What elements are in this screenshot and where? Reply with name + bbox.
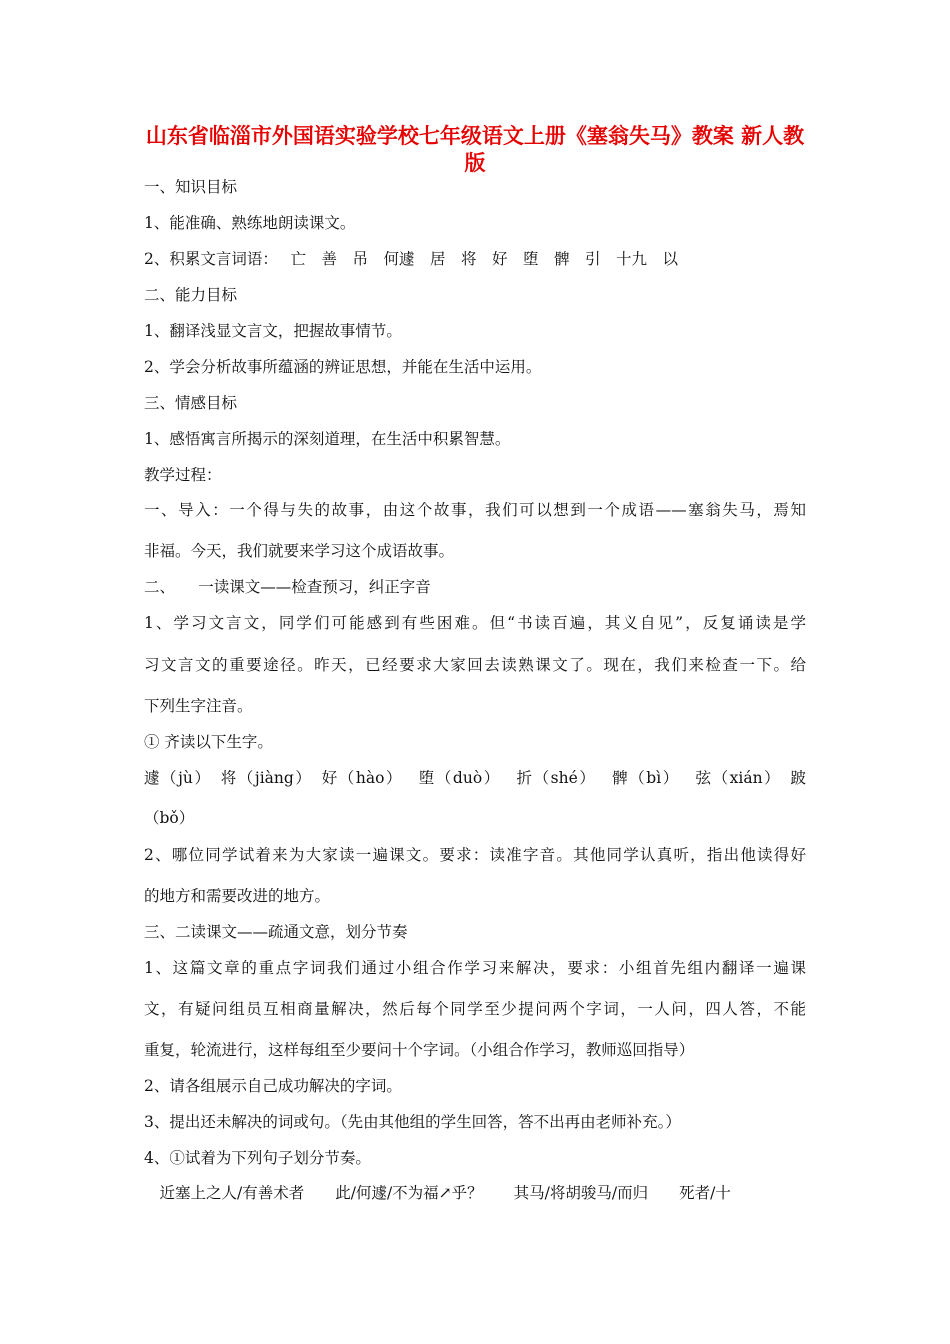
text-line: 教学过程： (144, 466, 222, 484)
text-line: 2、请各组展示自己成功解决的字词。 (144, 1077, 402, 1095)
text-line: 重复，轮流进行，这样每组至少要问十个字词。（小组合作学习，教师巡回指导） (144, 1041, 695, 1059)
text-line: 的地方和需要改进的地方。 (144, 887, 331, 905)
text-line: 一、导入：一个得与失的故事，由这个故事，我们可以想到一个成语——塞翁失马，焉知 (144, 501, 806, 519)
text-line: 2、积累文言词语： 亡 善 吊 何遽 居 将 好 堕 髀 引 十九 以 (144, 250, 679, 268)
text-line: （bǒ） (144, 809, 195, 827)
text-line: 下列生字注音。 (144, 697, 253, 715)
text-line: 文，有疑问组员互相商量解决，然后每个同学至少提问两个字词，一人问，四人答，不能 (144, 1000, 806, 1018)
text-line: 二、能力目标 (144, 286, 238, 304)
text-line: 1、学习文言文，同学们可能感到有些困难。但“书读百遍，其义自见”，反复诵读是学 (144, 614, 806, 632)
text-line: 1、感悟寓言所揭示的深刻道理，在生活中积累智慧。 (144, 430, 511, 448)
text-line: 1、这篇文章的重点字词我们通过小组合作学习来解决，要求：小组首先组内翻译一遍课 (144, 959, 806, 977)
text-line: 1、能准确、熟练地朗读课文。 (144, 214, 356, 232)
text-line: 遽（jù） 将（jiàng） 好（hào） 堕（duò） 折（shé） 髀（bì） 弦（xián） 跛 (144, 769, 806, 787)
text-line: 1、翻译浅显文言文，把握故事情节。 (144, 322, 402, 340)
text-line: 二、 一读课文——检查预习，纠正字音 (144, 578, 431, 596)
text-line: 2、学会分析故事所蕴涵的辨证思想，并能在生活中运用。 (144, 358, 542, 376)
text-line: 一、知识目标 (144, 178, 238, 196)
text-line: 习文言文的重要途径。昨天，已经要求大家回去读熟课文了。现在，我们来检查一下。给 (144, 656, 806, 674)
text-line: 3、提出还未解决的词或句。（先由其他组的学生回答，答不出再由老师补充。） (144, 1113, 681, 1131)
document-title: 山东省临淄市外国语实验学校七年级语文上册《塞翁失马》教案 新人教版 (145, 124, 805, 175)
text-line: 近塞上之人/有善术者 此/何遽/不为福↗乎？ 其马/将胡骏马/而归 死者/十 (144, 1184, 731, 1202)
text-line: 非福。今天，我们就要来学习这个成语故事。 (144, 542, 455, 560)
text-line: 4、①试着为下列句子划分节奏。 (144, 1149, 371, 1167)
text-line: 三、二读课文——疏通文意，划分节奏 (144, 923, 408, 941)
text-line: 2、哪位同学试着来为大家读一遍课文。要求：读准字音。其他同学认真听，指出他读得好 (144, 846, 806, 864)
text-line: 三、情感目标 (144, 394, 238, 412)
text-line: ① 齐读以下生字。 (144, 733, 273, 751)
